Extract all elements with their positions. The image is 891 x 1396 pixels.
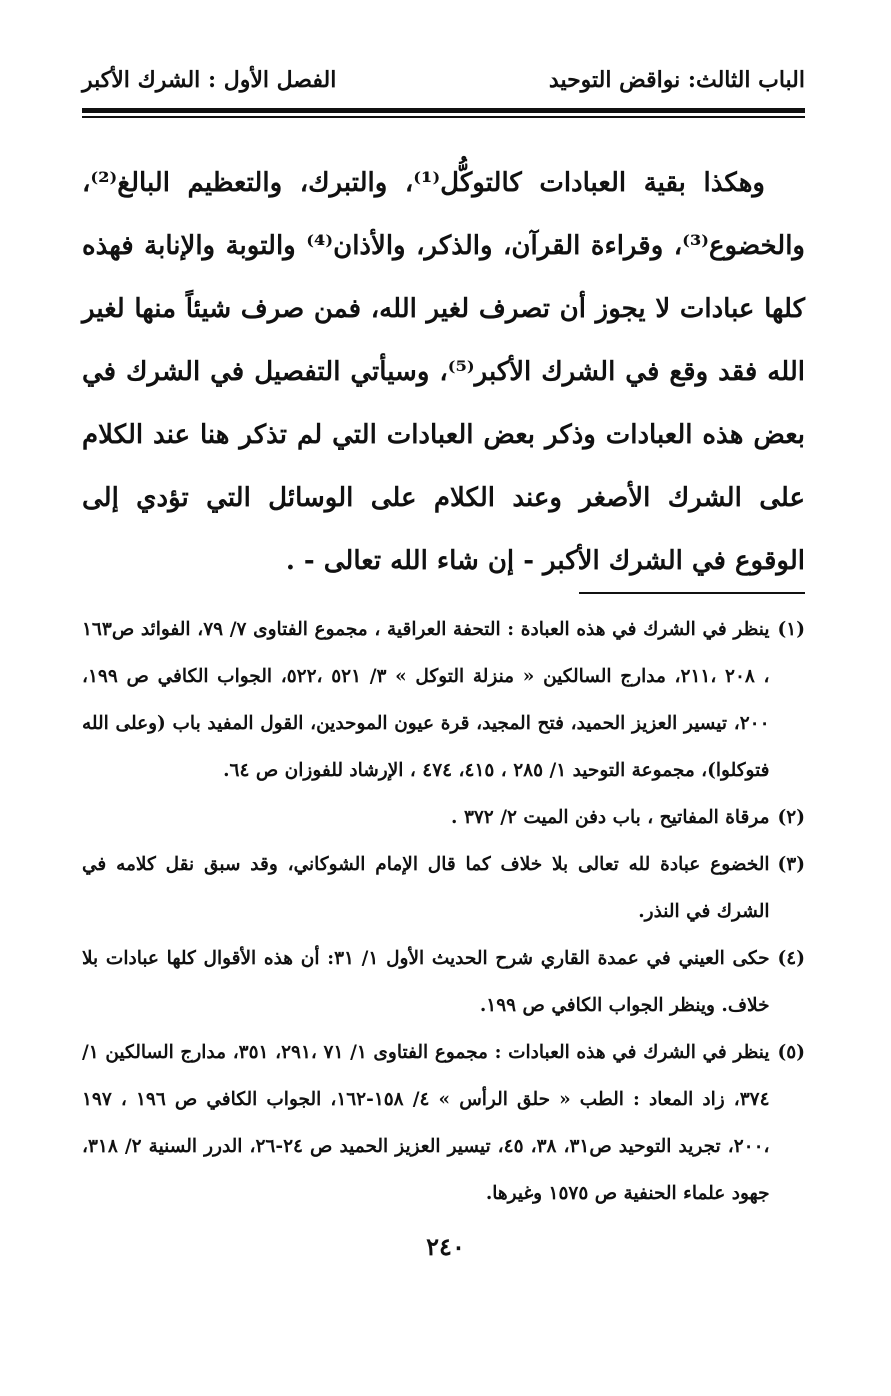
running-header [82,60,805,100]
footnote-text: الخضوع عبادة لله تعالى بلا خلاف كما قال الإمام الشوكاني، وقد سبق نقل كلامه في الشرك في النذر. [82,854,770,922]
footnote-number: (٢) [777,807,805,828]
body-paragraph: وهكذا بقية العبادات كالتوكُّل⁽¹⁾، والتبرك، والتعظيم البالغ⁽²⁾، والخضوع⁽³⁾، وقراءة القرآن، والذكر، والأذان⁽⁴⁾ والتوبة والإنابة فهذه كلها عبادات لا يجوز أن تصرف لغير الله، فمن صرف شيئاً منها لغير الله فقد وقع في الشرك الأكبر⁽⁵⁾، وسيأتي التفصيل في الشرك في بعض هذه العبادات وذكر بعض العبادات التي لم تذكر هنا عند الكلام على الشرك الأصغر وعند الكلام على الوسائل التي تؤدي إلى الوقوع في الشرك الأكبر - إن شاء الله تعالى - . [82,168,805,576]
page-number: ٢٤٠ [426,1232,465,1261]
footnote [82,935,805,1029]
footnote-text: ينظر في الشرك في هذه العبادة : التحفة العراقية ، مجموع الفتاوى ٧/ ٧٩، الفوائد ص١٦٣ ، ٢٠٨ ،٢١١، مدارج السالكين « منزلة التوكل » ٣/ ٥٢١ ،٥٢٢، الجواب الكافي ص ١٩٩، ٢٠٠، تيسير العزيز الحميد، فتح المجيد، قرة عيون الموحدين، القول المفيد باب (وعلى الله فتوكلوا)، مجموعة التوحيد ١/ ٢٨٥ ، ٤١٥، ٤٧٤ ، الإرشاد للفوزان ص ٦٤. [82,619,770,781]
footnote-number: (٣) [777,854,805,875]
chapter-title: الباب الثالث: نواقض التوحيد [548,67,805,93]
footnote-number: (٥) [777,1042,805,1063]
section-title: الفصل الأول : الشرك الأكبر [82,67,337,93]
header-rule-thick [82,108,805,113]
footnote [82,841,805,935]
footnote-separator [579,592,805,594]
header-rule-thin [82,116,805,118]
main-text [82,152,805,593]
footnote [82,1029,805,1217]
footnote [82,606,805,794]
footnote-text: ينظر في الشرك في هذه العبادات : مجموع الفتاوى ١/ ٧١ ،٢٩١، ٣٥١، مدارج السالكين ١/ ٣٧٤، زاد المعاد : الطب « حلق الرأس » ٤/ ١٥٨-١٦٢، الجواب الكافي ص ١٩٦ ، ١٩٧ ،٢٠٠، تجريد التوحيد ص٣١، ٣٨، ٤٥، تيسير العزيز الحميد ص ٢٤-٢٦، الدرر السنية ٢/ ٣١٨، جهود علماء الحنفية ص ١٥٧٥ وغيرها. [82,1042,770,1204]
footnote-number: (١) [777,619,805,640]
footnote-number: (٤) [777,948,805,969]
footnote [82,794,805,841]
footnotes [82,606,805,1217]
footnote-text: حكى العيني في عمدة القاري شرح الحديث الأول ١/ ٣١: أن هذه الأقوال كلها عبادات بلا خلاف. وينظر الجواب الكافي ص ١٩٩. [82,948,770,1016]
footnote-text: مرقاة المفاتيح ، باب دفن الميت ٢/ ٣٧٢ . [451,807,770,828]
